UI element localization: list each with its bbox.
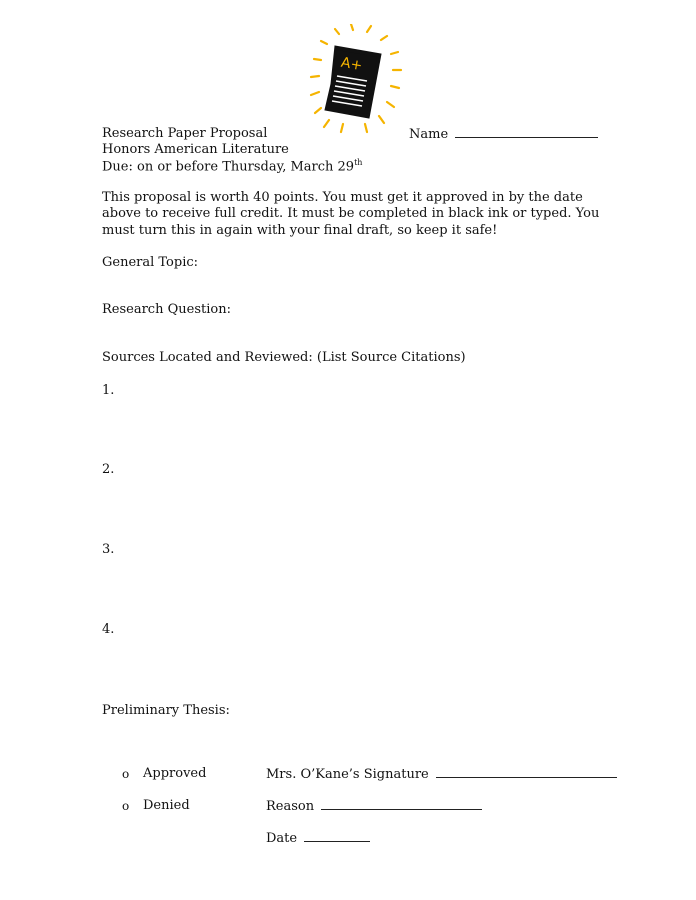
name-field[interactable] xyxy=(409,126,598,142)
date-label: Date xyxy=(266,831,298,846)
name-label: Name xyxy=(409,127,449,142)
due-date: Due: on or before Thursday, March 29th xyxy=(102,158,363,175)
signature-field[interactable] xyxy=(266,766,617,782)
source-number: 3. xyxy=(102,542,115,557)
signature-line[interactable] xyxy=(436,766,617,778)
date-field[interactable] xyxy=(266,830,370,846)
source-number: 1. xyxy=(102,383,115,398)
grade-mark: A+ xyxy=(339,54,364,75)
approved-checkbox[interactable]: o xyxy=(122,767,130,781)
denied-checkbox[interactable]: o xyxy=(122,799,130,813)
name-line[interactable] xyxy=(455,126,598,138)
reason-line[interactable] xyxy=(321,798,482,810)
research-question-label: Research Question: xyxy=(102,302,231,317)
reason-label: Reason xyxy=(266,799,315,814)
instructions: This proposal is worth 40 points. You must get it approved in by the date above to receive full credit. It must be completed in black ink or typed. You must turn this in again with your final draft, so keep it safe! xyxy=(102,190,600,238)
thesis-label: Preliminary Thesis: xyxy=(102,703,230,718)
source-number: 2. xyxy=(102,462,115,477)
reason-field[interactable] xyxy=(266,798,482,814)
course-name: Honors American Literature xyxy=(102,142,289,157)
source-number: 4. xyxy=(102,622,115,637)
sources-label: Sources Located and Reviewed: (List Source Citations) xyxy=(102,350,466,365)
approved-label: Approved xyxy=(143,766,207,781)
date-line[interactable] xyxy=(304,830,370,842)
graded-paper-icon xyxy=(305,24,407,138)
denied-label: Denied xyxy=(143,798,190,813)
general-topic-label: General Topic: xyxy=(102,255,199,270)
document-title: Research Paper Proposal xyxy=(102,126,268,141)
signature-label: Mrs. O’Kane’s Signature xyxy=(266,767,429,782)
